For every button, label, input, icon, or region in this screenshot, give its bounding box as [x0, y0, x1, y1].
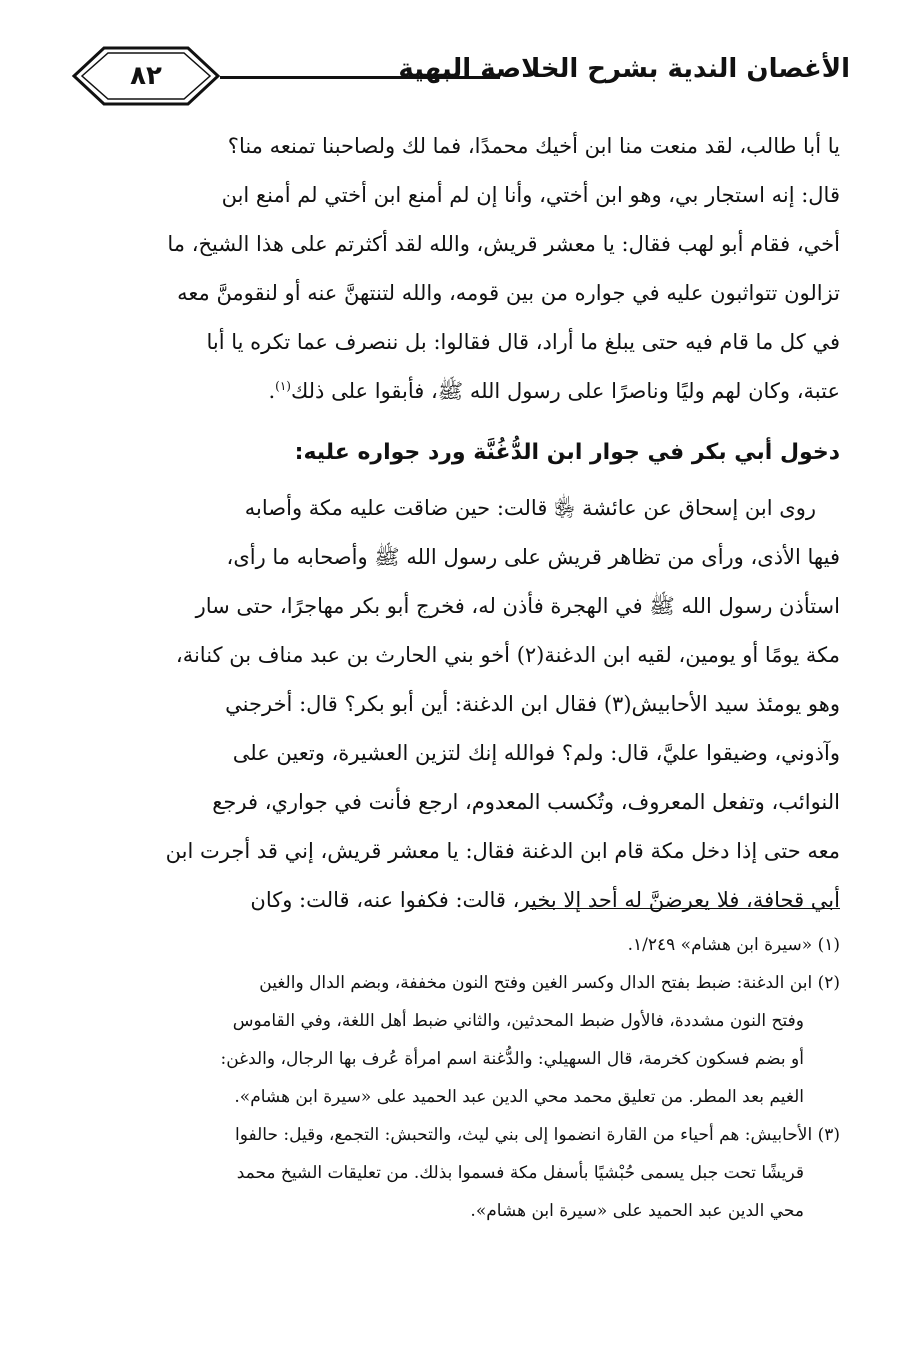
text-line: النوائب، وتفعل المعروف، وتُكسب المعدوم، ارجع فأنت في جواري، فرجع: [212, 790, 840, 814]
footnote-3-line: (٣) الأحابيش: هم أحياء من القارة انضموا إلى بني ليث، والتحبش: التجمع، وقيل: حالفوا: [235, 1125, 840, 1145]
text-line: أبي قحافة، فلا يعرضنَّ له أحد إلا بخير، قالت: فكفوا عنه، قالت: وكان: [250, 888, 840, 912]
text-line: في كل ما قام فيه حتى يبلغ ما أراد، قال فقالوا: بل ننصرف عما تكره يا أبا: [206, 330, 840, 354]
text-line: قال: إنه استجار بي، وهو ابن أختي، وأنا إن لم أمنع ابن أختي لم أمنع ابن: [221, 183, 840, 207]
text-line: يا أبا طالب، لقد منعت منا ابن أخيك محمدًا، فما لك ولصاحبنا تمنعه منا؟: [227, 134, 840, 158]
footnote-3-line: محي الدين عبد الحميد على «سيرة ابن هشام».: [470, 1201, 804, 1221]
text-line: استأذن رسول الله ﷺ في الهجرة فأذن له، فخرج أبو بكر مهاجرًا، حتى سار: [195, 594, 840, 618]
page-number: ٨٢: [130, 61, 162, 91]
footnote-ref: (١): [275, 379, 291, 393]
section-heading: دخول أبي بكر في جوار ابن الدُّغُنَّة ورد جواره عليه:: [294, 440, 840, 465]
text-line-last: عتبة، وكان لهم وليًا وناصرًا على رسول الله ﷺ، فأبقوا على ذلك$^{(١)}$.: [268, 379, 840, 403]
text-line: معه حتى إذا دخل مكة قام ابن الدغنة فقال: يا معشر قريش، إني قد أجرت ابن: [165, 839, 840, 863]
footnote-2-line: وفتح النون مشددة، فالأول ضبط المحدثين، والثاني ضبط أهل اللغة، وفي القاموس: [232, 1011, 804, 1031]
footnote-2-line: أو بضم فسكون كخرمة، قال السهيلي: والدُّغنة اسم امرأة عُرف بها الرجال، والدغن:: [220, 1049, 804, 1069]
footnotes: [80, 926, 840, 1230]
footnote-1: (١) «سيرة ابن هشام» ١/٢٤٩.: [627, 935, 840, 955]
footnote-2-line: الغيم بعد المطر. من تعليق محمد محي الدين عبد الحميد على «سيرة ابن هشام».: [234, 1087, 804, 1107]
text-line: مكة يومًا أو يومين، لقيه ابن الدغنة(٢) أخو بني الحارث بن عبد مناف بن كنانة،: [175, 643, 840, 667]
text-line: وآذوني، وضيقوا عليَّ، قال: ولم؟ فوالله إنك لتزين العشيرة، وتعين على: [232, 741, 840, 765]
running-title: الأغصان الندية بشرح الخلاصة البهية: [398, 54, 850, 84]
text-line: أخي، فقام أبو لهب فقال: يا معشر قريش، والله لقد أكثرتم على هذا الشيخ، ما: [167, 232, 840, 256]
main-text: [80, 122, 840, 925]
text-line: فيها الأذى، ورأى من تظاهر قريش على رسول الله ﷺ وأصحابه ما رأى،: [226, 545, 840, 569]
text-fragment: عتبة، وكان لهم وليًا وناصرًا على رسول الله ﷺ، فأبقوا على ذلك: [290, 379, 840, 403]
text-line: تزالون تتواثبون عليه في جواره من بين قومه، والله لتنتهنَّ عنه أو لنقومنَّ معه: [177, 281, 840, 305]
footnote-3-line: قريشًا تحت جبل يسمى حُبْشيًا بأسفل مكة فسموا بذلك. من تعليقات الشيخ محمد: [236, 1163, 804, 1183]
footnote-2-line: (٢) ابن الدغنة: ضبط بفتح الدال وكسر الغين وفتح النون مخففة، وبضم الدال والغين: [259, 973, 840, 993]
text-line: وهو يومئذ سيد الأحابيش(٣) فقال ابن الدغنة: أين أبو بكر؟ قال: أخرجني: [225, 692, 840, 716]
footnote-separator: [530, 908, 840, 909]
page-header: [70, 44, 850, 108]
text-line: روى ابن إسحاق عن عائشة ﵂ قالت: حين ضاقت عليه مكة وأصابه: [244, 496, 816, 520]
